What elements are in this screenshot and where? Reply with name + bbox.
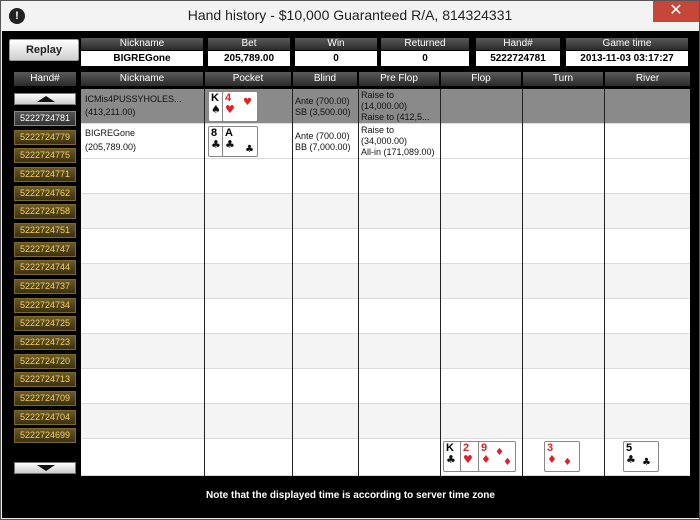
hand-list-item[interactable]: 5222724747: [14, 242, 76, 257]
player-blind-ante: Ante (700.00): [295, 96, 350, 106]
card-rank: 3: [547, 442, 554, 454]
hand-list-item[interactable]: 5222724781: [14, 111, 76, 126]
club-icon: ♣: [642, 457, 651, 468]
hand-list-header: Hand#: [14, 72, 76, 86]
col-pocket[interactable]: Pocket: [205, 72, 291, 86]
hand-list-item[interactable]: 5222724713: [14, 372, 76, 387]
pocket-card: [222, 91, 258, 122]
player-blind-ante: Ante (700.00): [295, 131, 350, 141]
hand-list-item[interactable]: 5222724779: [14, 130, 76, 145]
app-icon: !: [9, 8, 25, 24]
info-nickname-value: BIGREGone: [81, 51, 203, 66]
hand-list-item[interactable]: 5222724734: [14, 298, 76, 313]
player-preflop-action: (34,000.00): [361, 136, 408, 146]
card-rank: 9: [481, 442, 488, 454]
arrow-down-icon: [37, 465, 55, 471]
scroll-up-button[interactable]: [14, 93, 76, 105]
pocket-card: [222, 126, 258, 157]
club-icon: ♣: [446, 453, 456, 466]
column-divider: [522, 89, 523, 476]
player-preflop-action: (14,000.00): [361, 101, 408, 111]
table-row: [81, 229, 690, 264]
col-river[interactable]: River: [605, 72, 690, 86]
player-name: BIGREGone: [85, 128, 136, 138]
player-blind-bb: BB (7,000.00): [295, 142, 351, 152]
diamond-icon: ♦: [563, 457, 572, 468]
heart-icon: ♥: [225, 103, 235, 116]
column-divider: [604, 89, 605, 476]
table-row: [81, 264, 690, 299]
info-win-label: Win: [295, 38, 377, 50]
card-rank: 4: [225, 92, 232, 104]
column-divider: [440, 89, 441, 476]
col-turn[interactable]: Turn: [523, 72, 603, 86]
hand-list-item[interactable]: 5222724725: [14, 316, 76, 331]
scroll-down-button[interactable]: [14, 462, 76, 474]
col-flop[interactable]: Flop: [441, 72, 521, 86]
hand-list-item[interactable]: 5222724704: [14, 410, 76, 425]
col-preflop[interactable]: Pre Flop: [359, 72, 439, 86]
card-rank: A: [225, 127, 233, 139]
hand-list-item[interactable]: 5222724723: [14, 335, 76, 350]
info-nickname: [81, 38, 203, 66]
col-nickname[interactable]: Nickname: [81, 72, 203, 86]
river-card: [623, 441, 659, 472]
hand-list: [14, 111, 76, 447]
table-row: [81, 404, 690, 439]
info-returned-value: 0: [381, 51, 469, 66]
card-rank: 8: [211, 127, 218, 139]
table-row: [81, 334, 690, 369]
diamond-icon: ♦: [481, 453, 491, 466]
info-returned-label: Returned: [381, 38, 469, 50]
hand-list-item[interactable]: 5222724699: [14, 428, 76, 443]
content-area: [2, 31, 699, 518]
player-preflop-action: Raise to (412,5...: [361, 112, 430, 122]
player-preflop-action: Raise to: [361, 125, 395, 135]
hand-list-item[interactable]: 5222724720: [14, 354, 76, 369]
player-name: ICMis4PUSSYHOLES...: [85, 94, 182, 104]
diamond-icon: ♦: [547, 453, 557, 466]
club-icon: ♣: [245, 144, 254, 155]
info-hand-number: [476, 38, 560, 66]
col-blind[interactable]: Blind: [293, 72, 357, 86]
club-icon: ♣: [225, 138, 235, 151]
info-bet: [208, 38, 290, 66]
table-row: [81, 194, 690, 229]
title-bar: [1, 1, 699, 31]
hand-list-item[interactable]: 5222724771: [14, 167, 76, 182]
info-game-time: [566, 38, 688, 66]
spade-icon: ♠: [211, 103, 221, 116]
hand-list-item[interactable]: 5222724737: [14, 279, 76, 294]
diamond-icon: ♦: [495, 447, 504, 458]
info-game-time-label: Game time: [566, 38, 688, 50]
club-icon: ♣: [211, 138, 221, 151]
table-row: [81, 369, 690, 404]
table-rows: [81, 89, 690, 476]
info-bet-value: 205,789.00: [208, 51, 290, 66]
heart-icon: ♥: [463, 453, 473, 466]
info-returned: [381, 38, 469, 66]
replay-button[interactable]: Replay: [9, 39, 79, 61]
player-stack: (413,211.00): [85, 107, 136, 117]
hand-list-item[interactable]: 5222724775: [14, 148, 76, 163]
heart-icon: ♥: [243, 97, 252, 108]
hand-list-item[interactable]: 5222724751: [14, 223, 76, 238]
info-win-value: 0: [295, 51, 377, 66]
info-hand-number-value: 5222724781: [476, 51, 560, 66]
table-row: [81, 299, 690, 334]
table-row: [81, 439, 690, 476]
footer-note: Note that the displayed time is according to server time zone: [206, 490, 495, 501]
player-blind-sb: SB (3,500.00): [295, 107, 351, 117]
info-win: [295, 38, 377, 66]
hand-list-item[interactable]: 5222724762: [14, 186, 76, 201]
card-rank: 2: [463, 442, 470, 454]
column-divider: [358, 89, 359, 476]
hand-list-item[interactable]: 5222724758: [14, 204, 76, 219]
card-rank: 5: [626, 442, 633, 454]
hand-list-item[interactable]: 5222724709: [14, 391, 76, 406]
player-preflop-action: Raise to: [361, 90, 395, 100]
hand-table: [81, 72, 690, 476]
turn-card: [544, 441, 580, 472]
info-nickname-label: Nickname: [81, 38, 203, 50]
close-button[interactable]: ✕: [653, 1, 699, 22]
table-row: [81, 159, 690, 194]
window-title: Hand history - $10,000 Guaranteed R/A, 814324331: [187, 7, 513, 23]
info-bet-label: Bet: [208, 38, 290, 50]
card-rank: K: [211, 92, 219, 104]
player-preflop-action: All-in (171,089.00): [361, 147, 435, 157]
column-divider: [204, 89, 205, 476]
info-hand-number-label: Hand#: [476, 38, 560, 50]
info-game-time-value: 2013-11-03 03:17:27: [566, 51, 688, 66]
arrow-up-icon: [37, 96, 55, 102]
column-divider: [292, 89, 293, 476]
player-stack: (205,789.00): [85, 142, 137, 152]
diamond-icon: ♦: [503, 457, 512, 468]
card-rank: K: [446, 442, 454, 454]
flop-card: [478, 441, 516, 472]
hand-list-item[interactable]: 5222724744: [14, 260, 76, 275]
club-icon: ♣: [626, 453, 636, 466]
